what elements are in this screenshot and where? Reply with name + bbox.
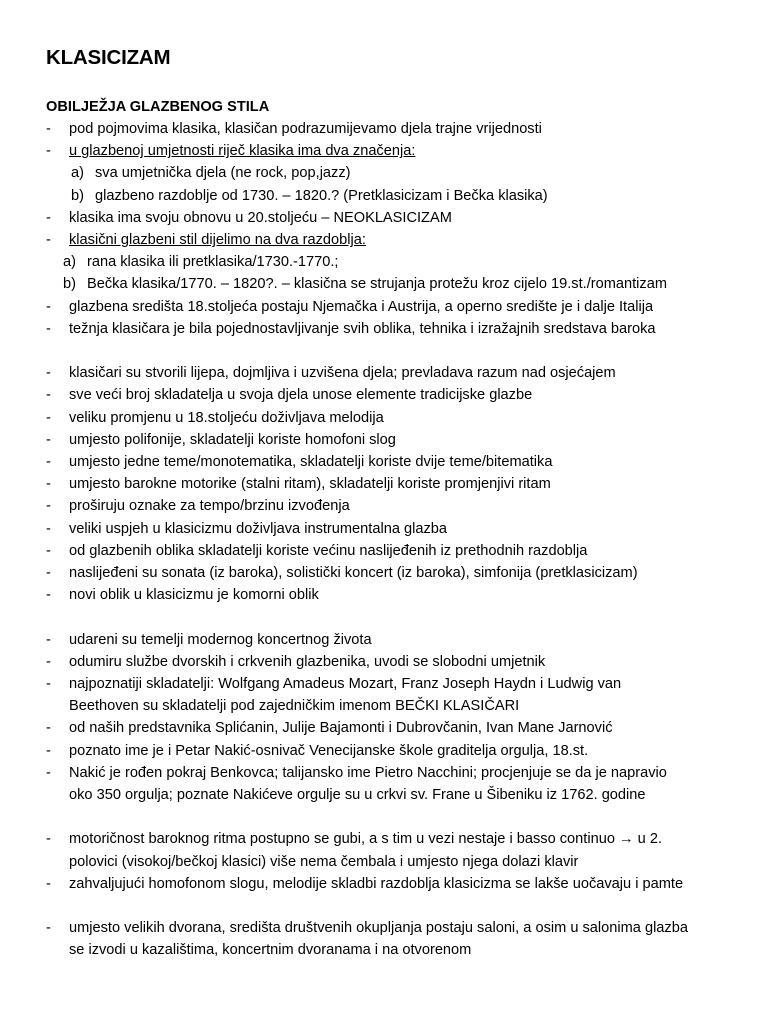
list-item-continuation: [46, 939, 728, 961]
list-item-text: veliki uspjeh u klasicizmu doživljava instrumentalna glazba: [69, 520, 447, 537]
list-item: [46, 584, 728, 606]
list-item-text: oko 350 orgulja; poznate Nakićeve orgulje su u crkvi sv. Frane u Šibeniku iz 1762. godine: [69, 787, 646, 804]
dash-marker: -: [46, 631, 51, 648]
list-item-text: klasika ima svoju obnovu u 20.stoljeću – NEOKLASICIZAM: [69, 209, 452, 226]
section-heading: OBILJEŽJA GLAZBENOG STILA: [46, 99, 270, 115]
list-item-text: od glazbenih oblika skladatelji koriste većinu naslijeđenih iz prethodnih razdoblja: [69, 542, 588, 559]
dash-marker: -: [46, 454, 51, 471]
list-item-text: naslijeđeni su sonata (iz baroka), solistički koncert (iz baroka), simfonija (pretklasicizam): [69, 565, 638, 582]
list-item: [46, 495, 728, 517]
list-item-text: glazbena središta 18.stoljeća postaju Njemačka i Austrija, a operno središte je i dalje Italija: [69, 298, 654, 315]
list-item: [46, 384, 728, 406]
dash-marker: -: [46, 542, 51, 559]
dash-marker: -: [46, 587, 51, 604]
list-item: [46, 562, 728, 584]
dash-marker: -: [46, 387, 51, 404]
list-item: [46, 140, 728, 162]
dash-marker: -: [46, 831, 51, 848]
list-item: [46, 451, 728, 473]
dash-marker: -: [46, 520, 51, 537]
list-item: [46, 717, 728, 739]
dash-marker: -: [46, 143, 51, 160]
blank-line: [46, 340, 728, 362]
dash-marker: -: [46, 720, 51, 737]
dash-marker: -: [46, 875, 51, 892]
list-item-text: proširuju oznake za tempo/brzinu izvođenja: [69, 498, 350, 515]
list-item: [46, 673, 728, 695]
sub-list-item: [46, 185, 728, 207]
list-item-text: klasični glazbeni stil dijelimo na dva razdoblja:: [69, 232, 366, 249]
sub-item-marker: b): [63, 276, 76, 293]
dash-marker: -: [46, 121, 51, 137]
list-item-text: odumiru službe dvorskih i crkvenih glazbenika, uvodi se slobodni umjetnik: [69, 653, 546, 670]
list-item: [46, 429, 728, 451]
dash-marker: -: [46, 476, 51, 493]
dash-marker: -: [46, 409, 51, 426]
sub-item-marker: b): [71, 187, 84, 204]
list-item-text: udareni su temelji modernog koncertnog života: [69, 631, 372, 648]
dash-marker: -: [46, 320, 51, 337]
list-item: [46, 518, 728, 540]
dash-marker: -: [46, 565, 51, 582]
list-item-text: se izvodi u kazalištima, koncertnim dvoranama i na otvorenom: [69, 942, 472, 959]
sub-item-text: glazbeno razdoblje od 1730. – 1820.? (Pretklasicizam i Bečka klasika): [95, 187, 548, 204]
list-item-text: težnja klasičara je bila pojednostavljivanje svih oblika, tehnika i izražajnih sredstava baroka: [69, 320, 656, 337]
list-item-text: od naših predstavnika Splićanin, Julije Bajamonti i Dubrovčanin, Ivan Mane Jarnović: [69, 720, 613, 737]
sub-item-text: sva umjetnička djela (ne rock, pop,jazz): [95, 165, 351, 182]
list-item: [46, 873, 728, 895]
blank-line: [46, 895, 728, 917]
sub-list-item: [46, 251, 728, 273]
list-item: [46, 229, 728, 251]
sub-item-text: rana klasika ili pretklasika/1730.-1770.;: [87, 254, 339, 271]
list-item-text: sve veći broj skladatelja u svoja djela unose elemente tradicijske glazbe: [69, 387, 533, 404]
list-item: [46, 762, 728, 784]
list-item-text: Nakić je rođen pokraj Benkovca; talijansko ime Pietro Nacchini; procjenjuje se da je napravio: [69, 764, 667, 781]
list-item-text: najpoznatiji skladatelji: Wolfgang Amadeus Mozart, Franz Joseph Haydn i Ludwig van: [69, 676, 622, 693]
list-item: [46, 318, 728, 340]
list-item-text: novi oblik u klasicizmu je komorni oblik: [69, 587, 319, 604]
dash-marker: -: [46, 232, 51, 249]
list-item-text: klasičari su stvorili lijepa, dojmljiva i uzvišena djela; prevladava razum nad osjećajem: [69, 365, 616, 382]
list-item-text: poznato ime je i Petar Nakić-osnivač Venecijanske škole graditelja orgulja, 18.st.: [69, 742, 589, 759]
dash-marker: -: [46, 742, 51, 759]
list-item-text: motoričnost baroknog ritma postupno se gubi, a s tim u vezi nestaje i basso continuo → u 2.: [69, 831, 662, 848]
list-item: [46, 296, 728, 318]
list-item-text: umjesto polifonije, skladatelji koriste homofoni slog: [69, 431, 396, 448]
list-item-text: u glazbenoj umjetnosti riječ klasika ima dva značenja:: [69, 143, 416, 160]
list-item-text: Beethoven su skladatelji pod zajedničkim imenom BEČKI KLASIČARI: [69, 698, 520, 715]
dash-marker: -: [46, 431, 51, 448]
page-title: KLASICIZAM: [46, 46, 171, 69]
list-item-continuation: [46, 695, 728, 717]
list-item: [46, 917, 728, 939]
list-item: [46, 207, 728, 229]
list-item-text: zahvaljujući homofonom slogu, melodije skladbi razdoblja klasicizma se lakše uočavaju i pamte: [69, 875, 684, 892]
list-item: [46, 118, 728, 140]
list-item: [46, 740, 728, 762]
dash-marker: -: [46, 365, 51, 382]
blank-line: [46, 606, 728, 628]
dash-marker: -: [46, 676, 51, 693]
list-item: [46, 407, 728, 429]
dash-marker: -: [46, 498, 51, 515]
dash-marker: -: [46, 764, 51, 781]
list-item-text: umjesto barokne motorike (stalni ritam), skladatelji koriste promjenjivi ritam: [69, 476, 551, 493]
list-item: [46, 473, 728, 495]
list-item: [46, 540, 728, 562]
sub-item-marker: a): [71, 165, 84, 182]
dash-marker: -: [46, 298, 51, 315]
list-item: [46, 828, 728, 850]
sub-item-text: Bečka klasika/1770. – 1820?. – klasična se strujanja protežu kroz cijelo 19.st./romantizam: [87, 276, 667, 293]
list-item-text: umjesto velikih dvorana, središta društvenih okupljanja postaju saloni, a osim u salonima glazba: [69, 920, 688, 937]
list-item-continuation: [46, 851, 728, 873]
list-item-text: polovici (visokoj/bečkoj klasici) više nema čembala i umjesto njega dolazi klavir: [69, 853, 579, 870]
blank-line: [46, 806, 728, 828]
dash-marker: -: [46, 920, 51, 937]
list-item: [46, 651, 728, 673]
list-item-text: pod pojmovima klasika, klasičan podrazumijevamo djela trajne vrijednosti: [69, 121, 542, 137]
list-item: [46, 362, 728, 384]
sub-item-marker: a): [63, 254, 76, 271]
list-item-text: veliku promjenu u 18.stoljeću doživljava melodija: [69, 409, 384, 426]
dash-marker: -: [46, 209, 51, 226]
dash-marker: -: [46, 653, 51, 670]
list-item: [46, 629, 728, 651]
sub-list-item: [46, 273, 728, 295]
sub-list-item: [46, 162, 728, 184]
bullet-list: [46, 118, 728, 962]
list-item-continuation: [46, 784, 728, 806]
list-item-text: umjesto jedne teme/monotematika, skladatelji koriste dvije teme/bitematika: [69, 454, 553, 471]
